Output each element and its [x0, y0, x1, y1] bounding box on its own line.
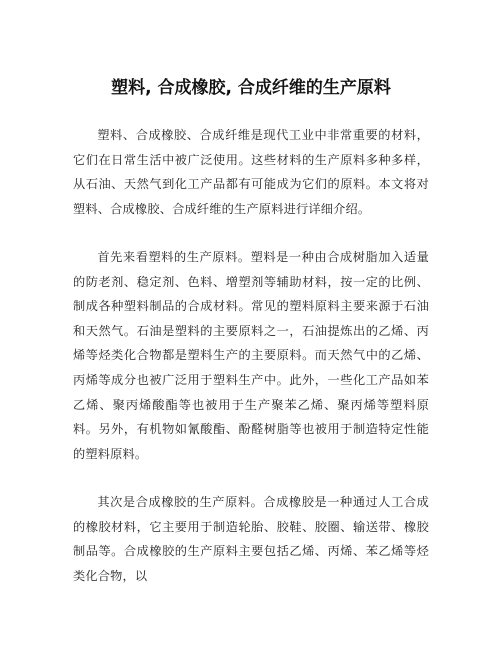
paragraph-synthetic-rubber: 其次是合成橡胶的生产原料。合成橡胶是一种通过人工合成的橡胶材料，它主要用于制造轮胎、胶鞋、胶圈、输送带、橡胶制品等。合成橡胶的生产原料主要包括乙烯、丙烯、苯乙烯等烃类化合物，以	[73, 495, 429, 583]
paragraph-intro: 塑料、合成橡胶、合成纤维是现代工业中非常重要的材料，它们在日常生活中被广泛使用。这些材料的生产原料多种多样，从石油、天然气到化工产品都有可能成为它们的原料。本文将对塑料、合成橡胶、合成纤维的生产原料进行详细介绍。	[73, 128, 429, 216]
paragraph-plastics: 首先来看塑料的生产原料。塑料是一种由合成树脂加入适量的防老剂、稳定剂、色料、增塑剂等辅助材料，按一定的比例、制成各种塑料制品的合成材料。常见的塑料原料主要来源于石油和天然气。石油是塑料的主要原料之一，石油提炼出的乙烯、丙烯等烃类化合物都是塑料生产的主要原料。而天然气中的乙烯、丙烯等成分也被广泛用于塑料生产中。此外，一些化工产品如苯乙烯、聚丙烯酸酯等也被用于生产聚苯乙烯、聚丙烯等塑料原料。另外，有机物如氰酸酯、酚醛树脂等也被用于制造特定性能的塑料原料。	[73, 250, 429, 461]
document-title: 塑料, 合成橡胶, 合成纤维的生产原料	[111, 78, 391, 98]
